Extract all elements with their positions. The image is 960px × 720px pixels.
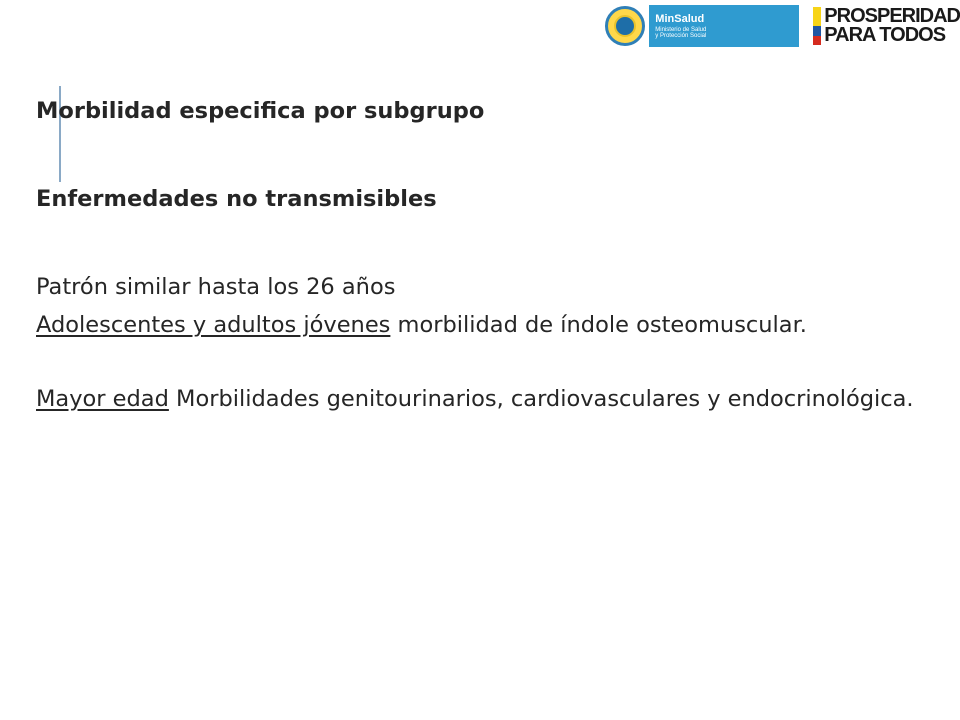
prosperidad-line1: PROSPERIDAD [824,5,960,27]
paragraph-1-text: morbilidad de índole osteomuscular. [390,312,807,338]
prosperidad-line2: PARA TODOS [824,24,946,46]
body-paragraph-2 [36,380,936,418]
prosperidad-para-todos-logo [813,7,960,45]
slide-subtitle: Enfermedades no transmisibles [36,186,437,212]
minsalud-subtitle-1: Ministerio de Salud [655,26,707,33]
spacer [36,218,936,268]
slide-content [36,92,936,418]
shield-emblem-icon [614,15,636,37]
paragraph-2-text: Morbilidades genitourinarios, cardiovasculares y endocrinológica. [168,386,914,412]
spacer [36,344,936,380]
underlined-term-1: Adolescentes y adultos jóvenes [36,312,391,338]
colombia-flag-icon [813,7,821,45]
slide-title: Morbilidad especifica por subgrupo [36,98,485,124]
minsalud-subtitle-2: y Protección Social [655,32,707,39]
spacer [36,130,936,180]
minsalud-logo [649,5,799,47]
body-paragraph-1 [36,306,936,344]
minsalud-name: MinSalud [655,12,705,25]
colombia-shield-logo [605,6,645,46]
underlined-term-2: Mayor edad [36,386,169,412]
header-logos [605,4,960,48]
body-line-1: Patrón similar hasta los 26 años [36,274,396,300]
